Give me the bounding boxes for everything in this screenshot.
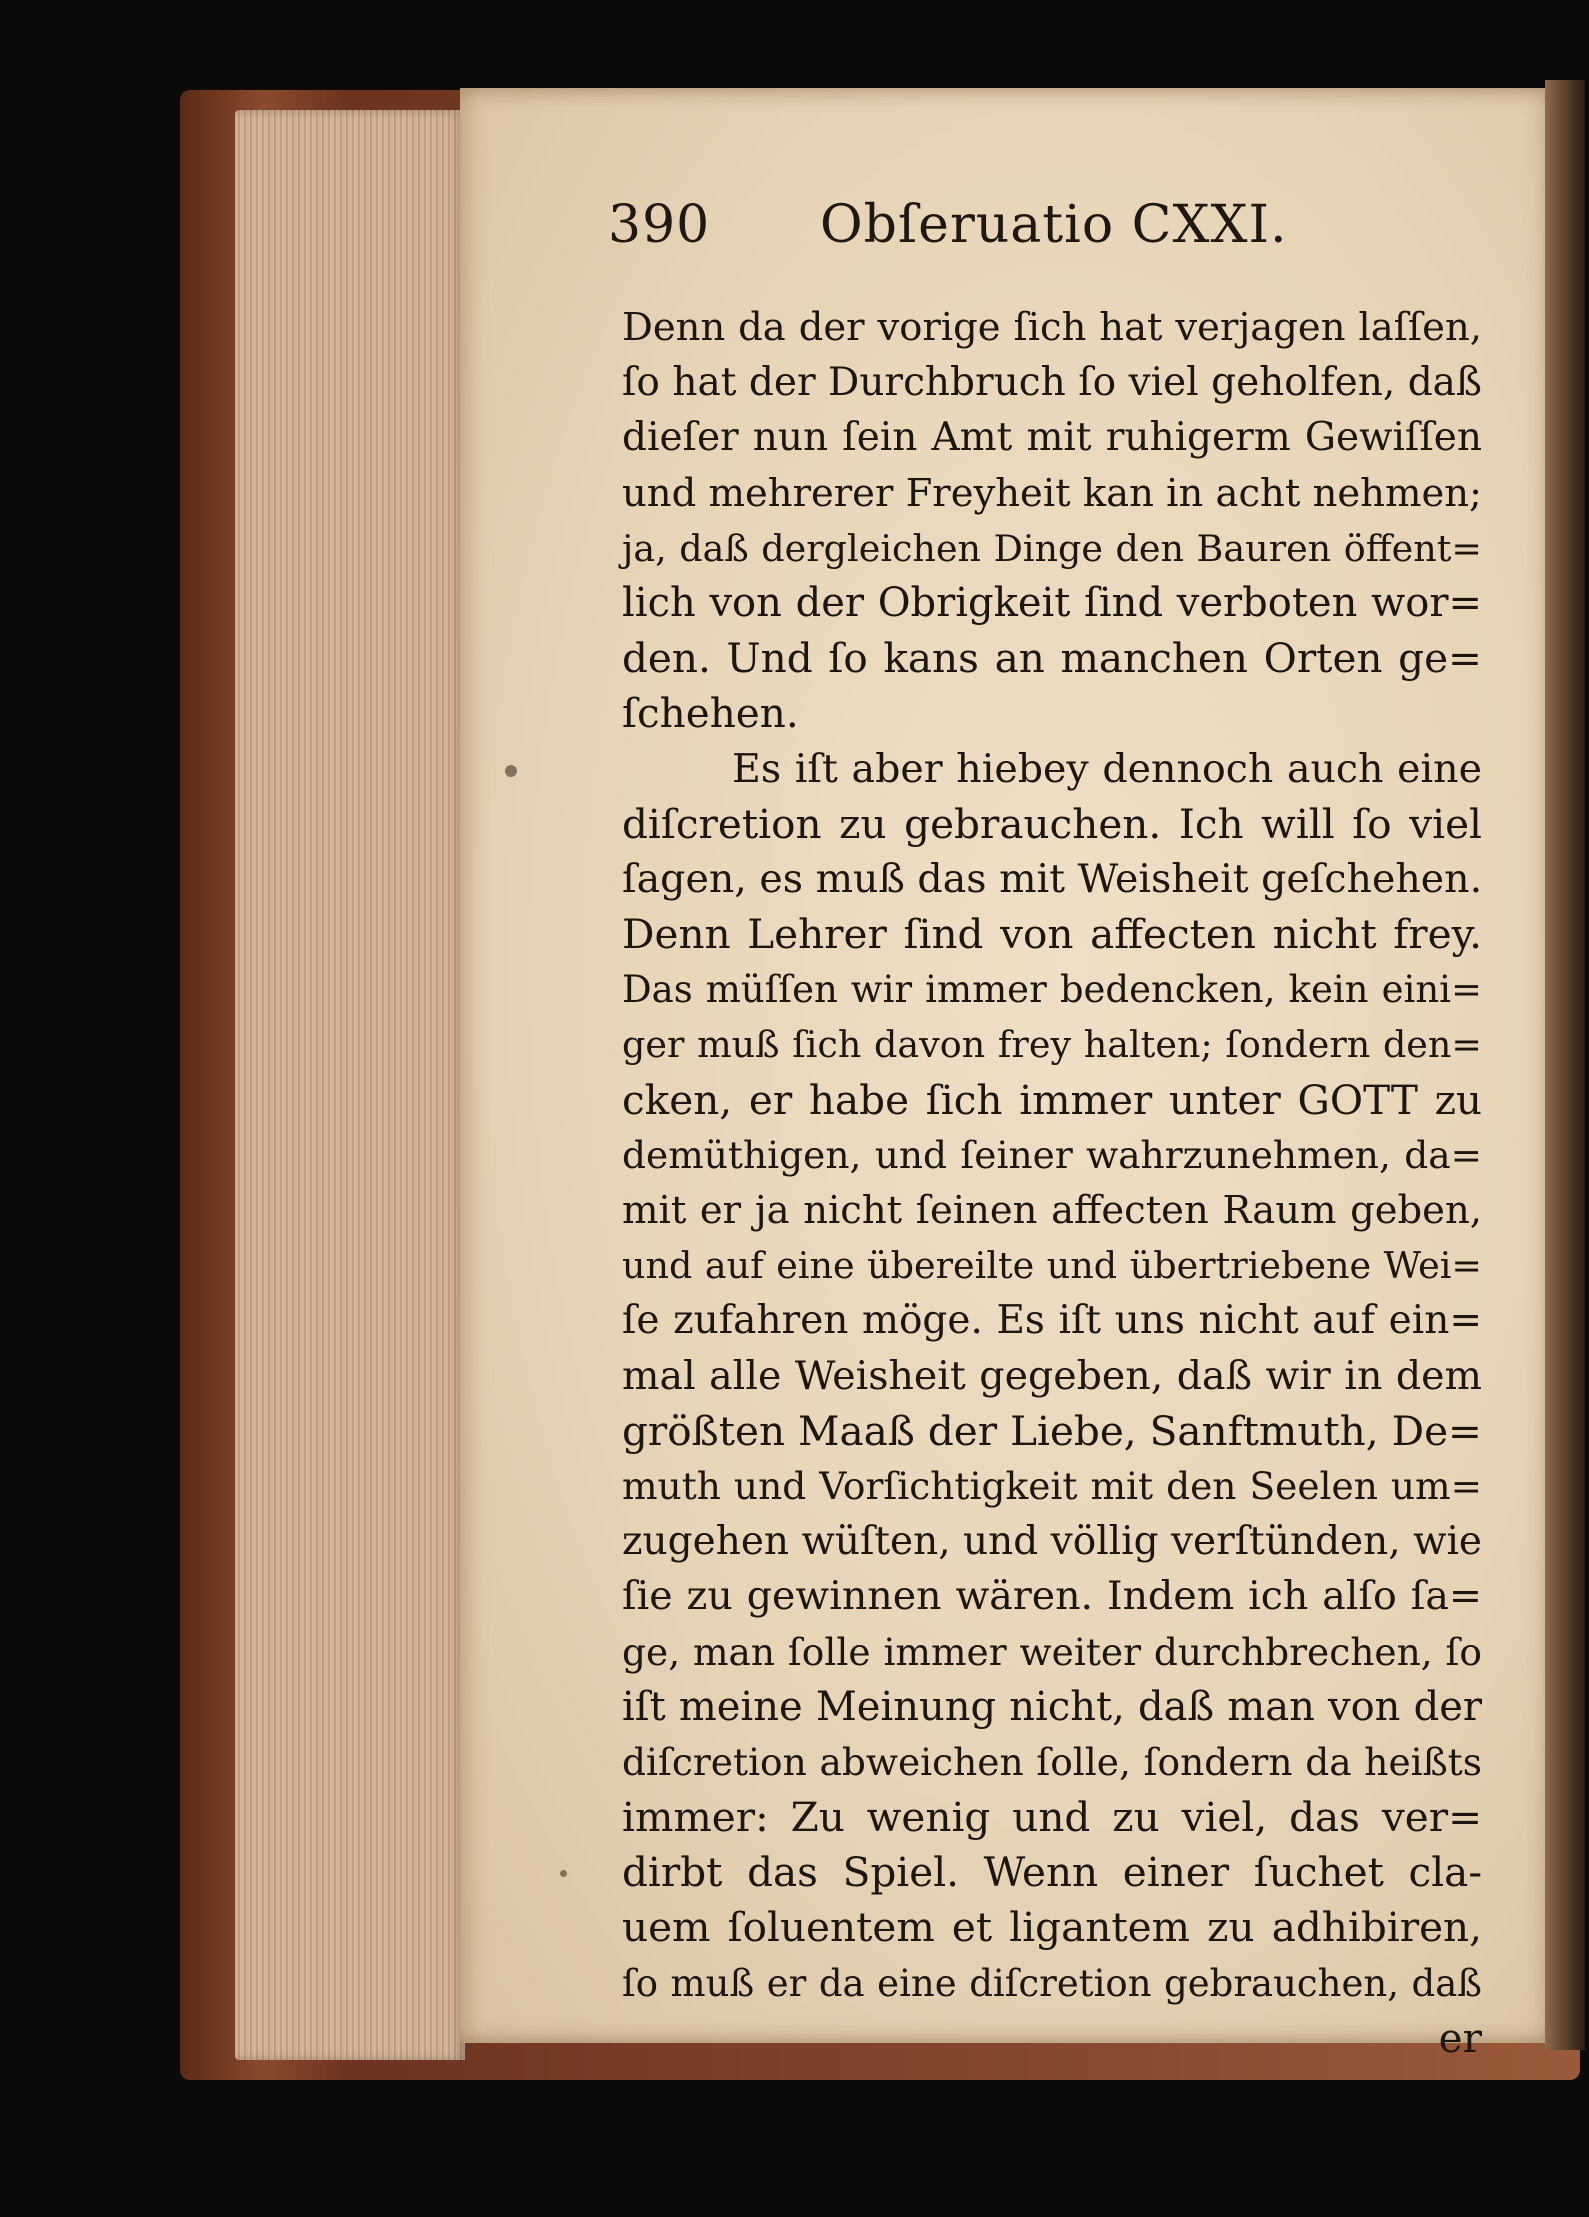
- text-line: immer: Zu wenig und zu viel, das ver=: [622, 1793, 1482, 1842]
- text-line: ſo muß er da eine diſcretion gebrauchen, daß: [622, 1961, 1482, 2005]
- text-line: ſagen, es muß das mit Weisheit geſchehen.: [622, 855, 1483, 902]
- text-line: lich von der Obrigkeit ſind verboten wor=: [622, 579, 1482, 626]
- text-line: mit er ja nicht ſeinen affecten Raum geben,: [622, 1188, 1482, 1233]
- catchword: er: [1438, 2013, 1482, 2062]
- text-line: ſo hat der Durchbruch ſo viel geholfen, daß: [622, 360, 1482, 406]
- text-line: Das müſſen wir immer bedencken, kein eini=: [622, 968, 1482, 1012]
- text-line: Denn da der vorige ſich hat verjagen laſſen,: [622, 305, 1482, 350]
- text-line: zugehen wüſten, und völlig verſtünden, wie: [622, 1519, 1482, 1565]
- text-line: mal alle Weisheit gegeben, daß wir in dem: [622, 1352, 1482, 1399]
- text-line: ſchehen.: [622, 689, 799, 738]
- text-line: diſcretion zu gebrauchen. Ich will ſo viel: [622, 799, 1482, 848]
- text-line: cken, er habe ſich immer unter GOTT zu: [622, 1075, 1482, 1124]
- text-line: ger muß ſich davon frey halten; ſondern den=: [622, 1023, 1482, 1067]
- page-number: 390: [608, 195, 711, 255]
- text-line: diſcretion abweichen ſolle, ſondern da heißts: [622, 1739, 1482, 1784]
- text-line: und auf eine übereilte und übertriebene Wei=: [622, 1244, 1482, 1288]
- paper-speck: [505, 765, 517, 777]
- book-gutter: [1545, 80, 1585, 2050]
- text-line: dirbt das Spiel. Wenn einer ſuchet cla-: [622, 1848, 1482, 1897]
- text-line: ge, man ſolle immer weiter durchbrechen, ſo: [622, 1629, 1482, 1674]
- text-line: muth und Vorſichtigkeit mit den Seelen um=: [622, 1463, 1482, 1508]
- text-line: ſe zufahren möge. Es iſt uns nicht auf ein=: [622, 1298, 1482, 1344]
- body-text: [622, 300, 1482, 2066]
- text-line: dieſer nun ſein Amt mit ruhigerm Gewiſſen: [622, 415, 1482, 461]
- text-line: Denn Lehrer ſind von affecten nicht frey.: [622, 910, 1482, 959]
- text-line: und mehrerer Freyheit kan in acht nehmen;: [622, 470, 1482, 516]
- text-line: iſt meine Meinung nicht, daß man von der: [622, 1683, 1482, 1730]
- text-line: uem ſoluentem et ligantem zu adhibiren,: [622, 1903, 1482, 1952]
- text-line: demüthigen, und ſeiner wahrzunehmen, da=: [622, 1132, 1482, 1177]
- running-header: [608, 195, 1508, 265]
- paragraph-start-line: Es iſt aber hiebey dennoch auch eine: [732, 745, 1482, 792]
- text-line: ja, daß dergleichen Dinge den Bauren öffent=: [622, 526, 1482, 570]
- paper-speck: [560, 1870, 567, 1877]
- text-line: den. Und ſo kans an manchen Orten ge=: [622, 634, 1482, 683]
- text-line: größten Maaß der Liebe, Sanftmuth, De=: [622, 1406, 1482, 1455]
- page-edges: [235, 110, 465, 2060]
- running-title: Obſeruatio CXXI.: [820, 195, 1288, 255]
- text-line: ſie zu gewinnen wären. Indem ich alſo ſa=: [622, 1573, 1482, 1620]
